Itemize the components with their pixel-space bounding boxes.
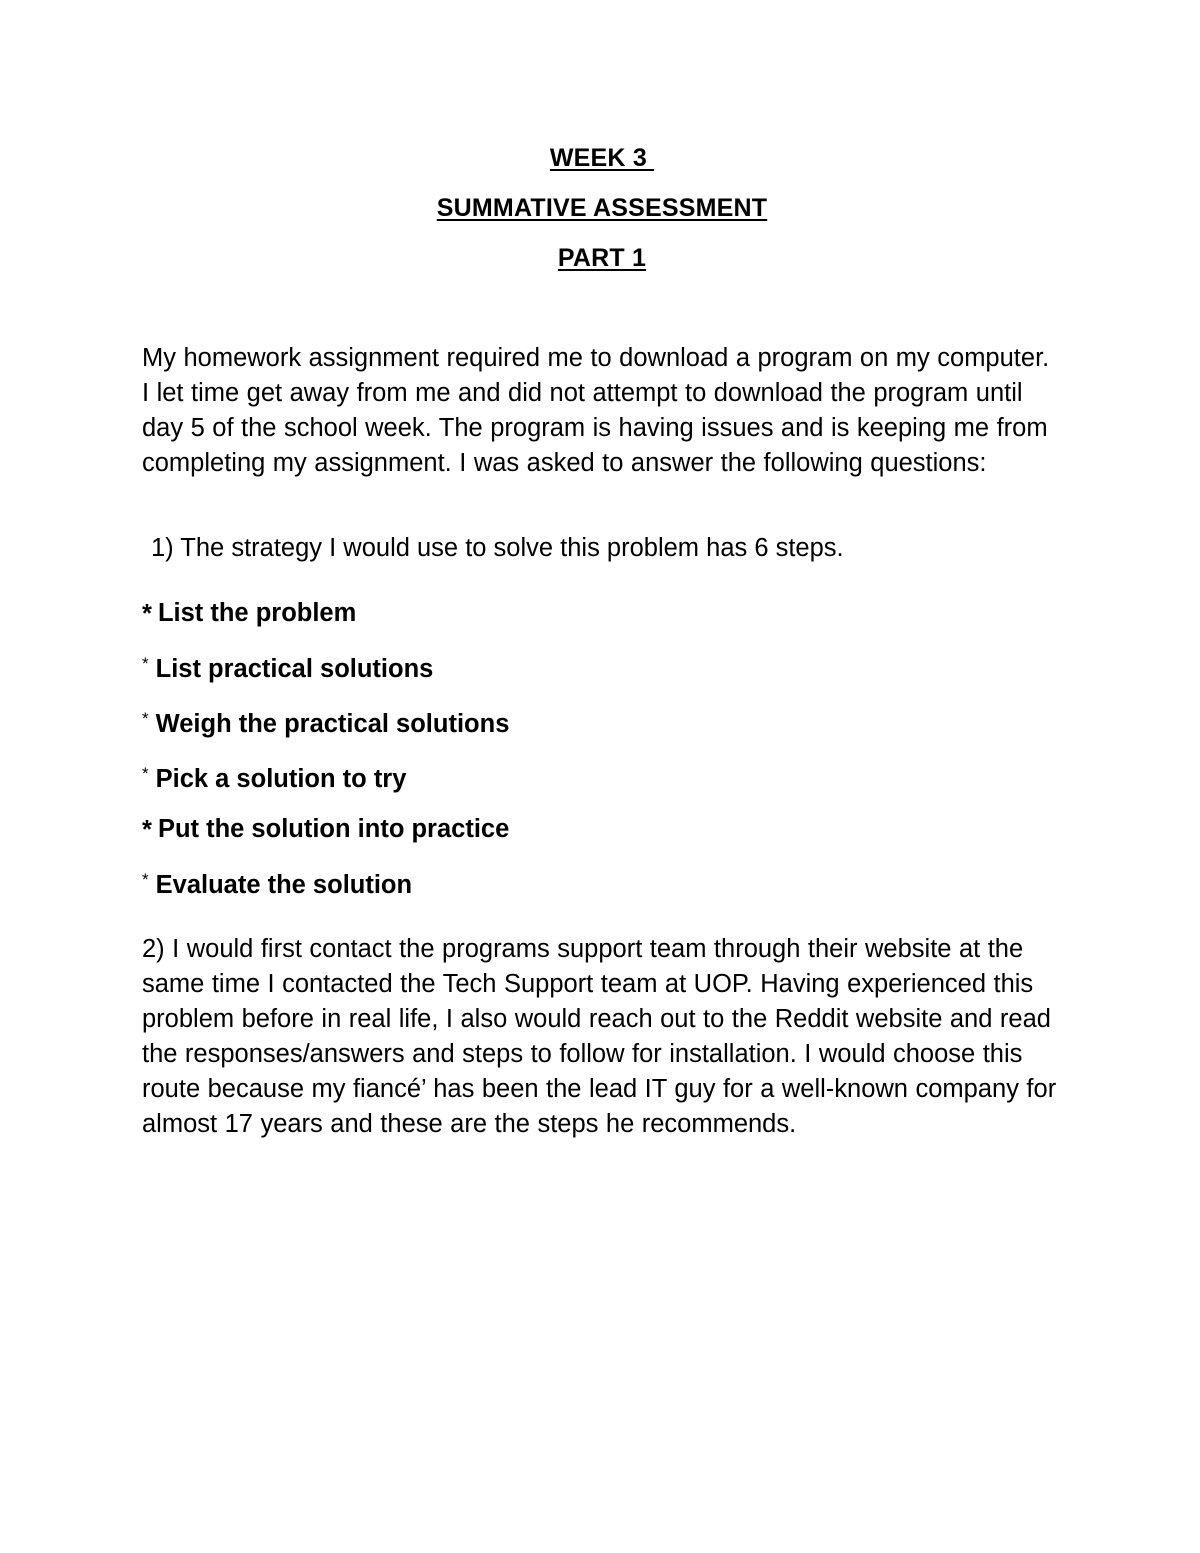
asterisk-bullet-icon: * <box>142 600 152 628</box>
heading-week-text: WEEK 3 <box>549 144 655 172</box>
asterisk-bullet-icon: * <box>142 870 149 889</box>
list-item <box>142 804 1062 855</box>
spacer-after-title <box>142 283 1062 341</box>
title-block <box>142 133 1062 283</box>
question-2-text: 2) I would first contact the programs support team through their website at the same time I contacted the Tech Support team at UOP. Having experienced this problem before in real life, I also would reach out to the Reddit website and read the responses/answers and steps to follow for installation. I would choose this route because my fiancé’ has been the lead IT guy for a well-known company for almost 17 years and these are the steps he recommends. <box>142 935 1057 1138</box>
strategy-step-list <box>142 588 1062 910</box>
question-1-text: 1) The strategy I would use to solve this problem has 6 steps. <box>151 534 844 562</box>
heading-summative-assessment <box>142 183 1062 233</box>
step-label: Pick a solution to try <box>155 765 407 793</box>
spacer-before-question-2 <box>142 910 1062 932</box>
list-item <box>142 749 1062 804</box>
step-label: List practical solutions <box>155 655 434 683</box>
heading-summative-assessment-text: SUMMATIVE ASSESSMENT <box>436 194 768 222</box>
heading-part-text: PART 1 <box>557 244 647 272</box>
list-item <box>142 588 1062 639</box>
step-label: List the problem <box>157 599 357 627</box>
list-item <box>142 639 1062 694</box>
intro-paragraph: My homework assignment required me to download a program on my computer. I let time get away from me and did not attempt to download the program until day 5 of the school week. The program is having issues and is keeping me from completing my assignment. I was asked to answer the following questions: <box>142 344 1050 477</box>
list-item <box>142 694 1062 749</box>
spacer-before-step-list <box>142 566 1062 588</box>
step-label: Evaluate the solution <box>155 871 413 899</box>
heading-week <box>142 133 1062 183</box>
asterisk-bullet-icon: * <box>142 709 149 728</box>
heading-part <box>142 233 1062 283</box>
asterisk-bullet-icon: * <box>142 764 149 783</box>
step-label: Weigh the practical solutions <box>155 710 510 738</box>
list-item <box>142 855 1062 910</box>
asterisk-bullet-icon: * <box>142 816 152 844</box>
asterisk-bullet-icon: * <box>142 654 149 673</box>
spacer-before-question-1 <box>142 481 1062 531</box>
document-body <box>142 133 1062 1142</box>
step-label: Put the solution into practice <box>157 815 510 843</box>
